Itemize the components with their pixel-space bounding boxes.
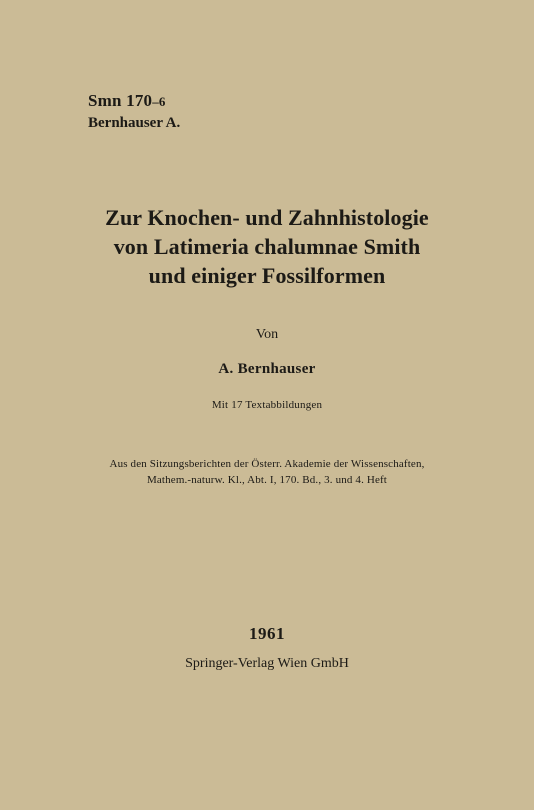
shelfmark-author: Bernhauser A. — [88, 115, 181, 131]
book-title-line-3: und einiger Fossilformen — [148, 263, 386, 288]
source-note — [0, 456, 534, 488]
figures-note: Mit 17 Textabbildungen — [211, 399, 323, 411]
shelfmark-code — [88, 92, 180, 109]
book-title-line-2: von Latimeria chalumnae Smith — [113, 234, 421, 259]
byline: Von — [255, 327, 279, 342]
publication-year: 1961 — [249, 624, 285, 643]
shelfmark-code-main: Smn 170 — [88, 91, 153, 110]
author-name: A. Bernhauser — [218, 361, 316, 377]
shelfmark — [88, 92, 180, 131]
book-title — [0, 203, 534, 290]
book-title-line-1: Zur Knochen- und Zahnhistologie — [105, 205, 429, 230]
source-note-line-2: Mathem.-naturw. Kl., Abt. I, 170. Bd., 3. und 4. Heft — [146, 474, 388, 486]
shelfmark-code-suffix: –6 — [152, 94, 166, 109]
publisher: Springer-Verlag Wien GmbH — [185, 656, 349, 671]
source-note-line-1: Aus den Sitzungsberichten der Österr. Akademie der Wissenschaften, — [109, 458, 425, 470]
